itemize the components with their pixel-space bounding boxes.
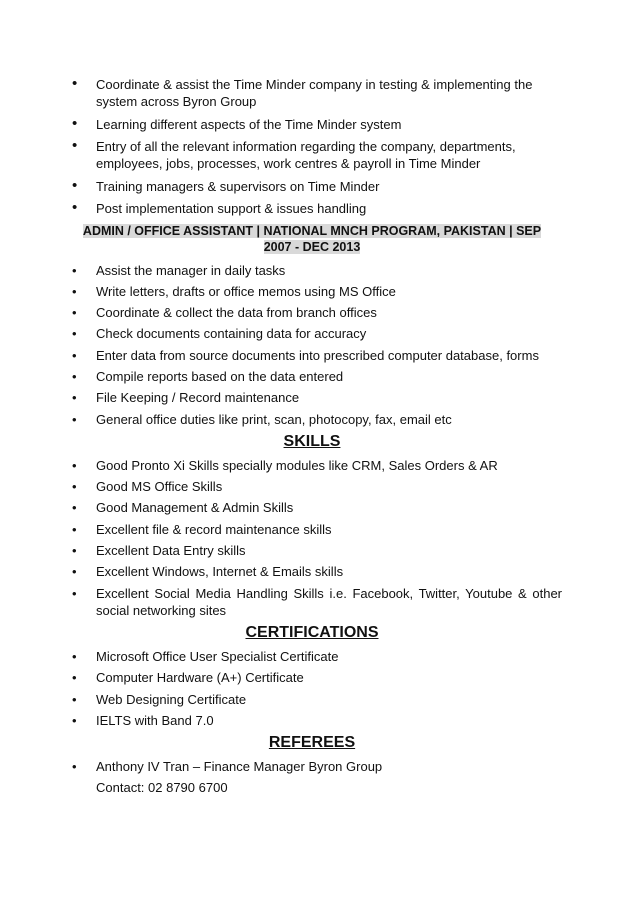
skills-list [62, 457, 562, 619]
bullet: • [72, 712, 77, 728]
list-item: • Excellent Social Media Handling Skills i.e. Facebook, Twitter, Youtube & other social networking sites [72, 585, 562, 618]
certifications-heading: CERTIFICATIONS [245, 623, 379, 641]
referee-contact: Contact: 02 8790 6700 [96, 780, 228, 796]
bullet: • [72, 368, 77, 384]
skills-heading: SKILLS [283, 432, 341, 450]
certifications-list [62, 648, 562, 729]
list-item: • File Keeping / Record maintenance [72, 390, 300, 406]
bullet: • [72, 521, 77, 537]
list-item: • Excellent file & record maintenance skills [72, 521, 332, 537]
bullet: • [72, 390, 77, 406]
bullet: • [72, 691, 77, 707]
list-item: • Good Management & Admin Skills [72, 500, 294, 516]
referees-list [62, 758, 562, 775]
list-item: • Entry of all the relevant information regarding the company, departments, employees, jobs, processes, work centres & payroll in Time Minder [72, 137, 516, 171]
resume-content [62, 76, 562, 796]
bullet: • [72, 75, 78, 92]
list-item: • Learning different aspects of the Time Minder system [72, 114, 402, 132]
bullet: • [72, 564, 77, 580]
list-item: • Coordinate & collect the data from branch offices [72, 305, 377, 321]
list-item: • Check documents containing data for accuracy [72, 326, 367, 342]
previous-job-duties [62, 76, 562, 217]
bullet: • [72, 457, 77, 473]
bullet: • [72, 114, 78, 132]
bullet: • [72, 670, 77, 686]
list-item: • Web Designing Certificate [72, 691, 247, 707]
bullet: • [72, 585, 77, 601]
bullet: • [72, 347, 77, 363]
list-item: • Good MS Office Skills [72, 479, 223, 495]
bullet: • [72, 283, 77, 299]
bullet: • [72, 648, 77, 664]
bullet: • [72, 137, 78, 154]
bullet: • [72, 411, 77, 427]
bullet: • [72, 262, 77, 278]
bullet: • [72, 759, 77, 775]
list-item: • Excellent Windows, Internet & Emails skills [72, 564, 344, 580]
list-item: • Assist the manager in daily tasks [72, 262, 286, 278]
bullet: • [72, 305, 77, 321]
job-title-line-2: 2007 - DEC 2013 [263, 239, 361, 254]
list-item: • Computer Hardware (A+) Certificate [72, 670, 304, 686]
job-title-line-1: ADMIN / OFFICE ASSISTANT | NATIONAL MNCH PROGRAM, PAKISTAN | SEP [82, 223, 542, 238]
bullet: • [72, 176, 78, 194]
list-item: • Compile reports based on the data entered [72, 368, 344, 384]
job-title [62, 223, 562, 255]
list-item: • Write letters, drafts or office memos using MS Office [72, 283, 396, 299]
list-item: • Excellent Data Entry skills [72, 543, 246, 559]
list-item: • Good Pronto Xi Skills specially modules like CRM, Sales Orders & AR [72, 457, 498, 473]
bullet: • [72, 479, 77, 495]
list-item: • Enter data from source documents into prescribed computer database, forms [72, 347, 539, 363]
bullet: • [72, 543, 77, 559]
list-item: • Post implementation support & issues handling [72, 199, 367, 216]
referees-heading: REFEREES [268, 734, 356, 752]
bullet: • [72, 199, 78, 216]
list-item: • General office duties like print, scan, photocopy, fax, email etc [72, 411, 452, 427]
list-item: • Anthony IV Tran – Finance Manager Byron Group [72, 759, 383, 775]
list-item: • Coordinate & assist the Time Minder company in testing & implementing the system across Byron Group [72, 75, 533, 109]
bullet: • [72, 326, 77, 342]
job-duties [62, 262, 562, 428]
list-item: • Microsoft Office User Specialist Certificate [72, 648, 339, 664]
list-item: • IELTS with Band 7.0 [72, 712, 214, 728]
bullet: • [72, 500, 77, 516]
list-item: • Training managers & supervisors on Time Minder [72, 176, 380, 194]
